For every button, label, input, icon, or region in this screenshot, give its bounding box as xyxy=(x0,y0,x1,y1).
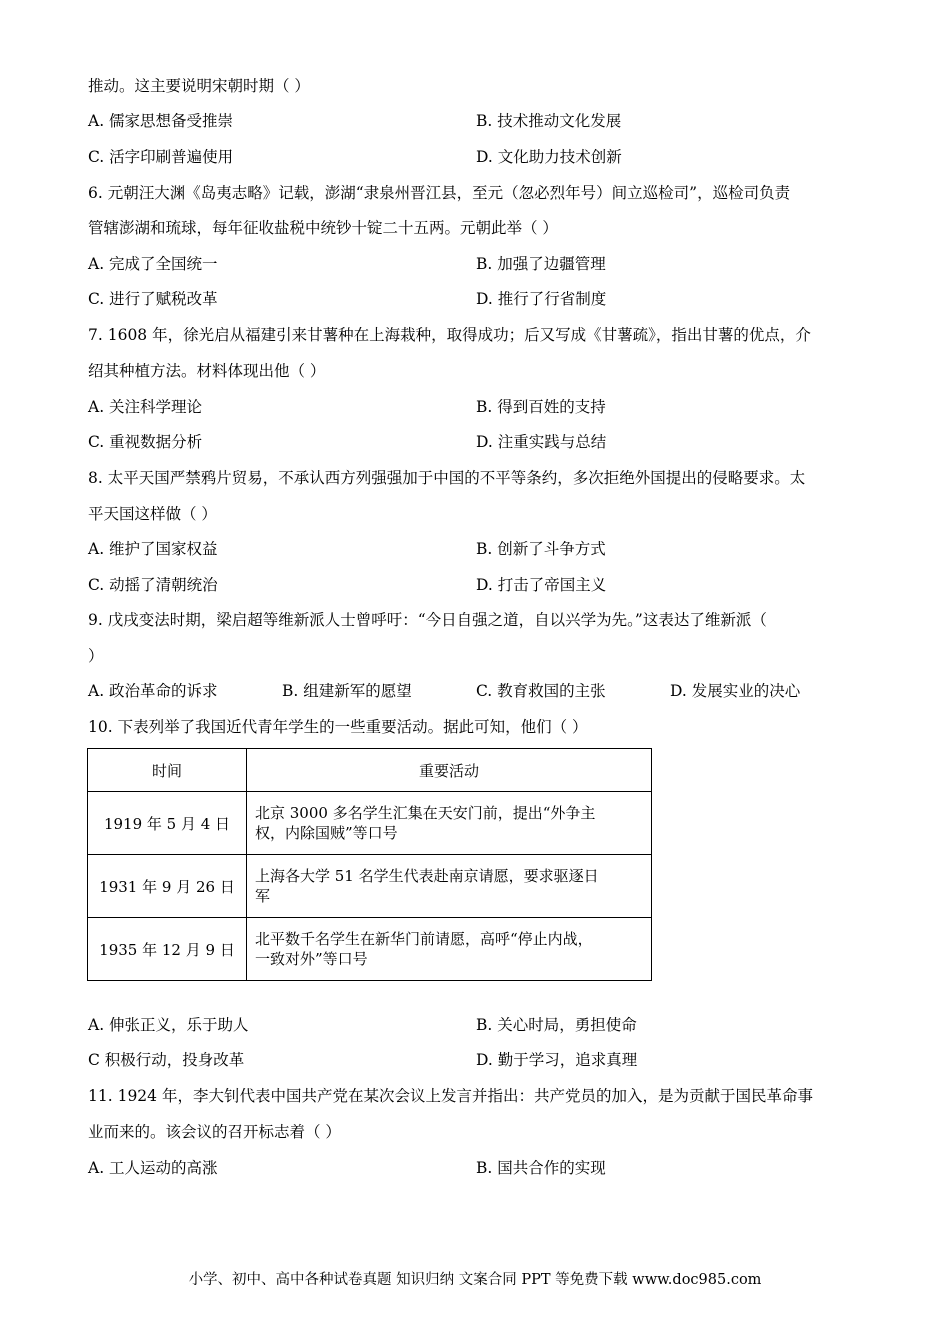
q10-option-d: D. 勤于学习，追求真理 xyxy=(476,1051,638,1069)
q8-option-b: B. 创新了斗争方式 xyxy=(476,540,606,558)
q6-option-a: A. 完成了全国统一 xyxy=(88,255,218,273)
q5-option-a: A. 儒家思想备受推崇 xyxy=(88,112,234,130)
activity-line: 权，内除国贼”等口号 xyxy=(255,824,398,842)
q8-option-c: C. 动摇了清朝统治 xyxy=(88,576,218,594)
q8-option-a: A. 维护了国家权益 xyxy=(88,540,218,558)
history-table xyxy=(87,748,652,981)
q10-option-a: A. 伸张正义，乐于助人 xyxy=(88,1016,249,1034)
q7-option-a: A. 关注科学理论 xyxy=(88,398,203,416)
q9-option-d: D. 发展实业的决心 xyxy=(670,682,801,700)
activity-line: 北平数千名学生在新华门前请愿，高呼“停止内战， xyxy=(255,930,593,948)
table-header-row xyxy=(88,749,652,792)
q9-option-c: C. 教育救国的主张 xyxy=(476,682,606,700)
q5-stem-tail: 推动。这主要说明宋朝时期（ ） xyxy=(88,77,310,95)
q9-option-a: A. 政治革命的诉求 xyxy=(88,682,218,700)
q8-stem-line2: 平天国这样做（ ） xyxy=(88,505,217,523)
activity-line: 上海各大学 51 名学生代表赴南京请愿，要求驱逐日 xyxy=(255,867,599,885)
activity-line: 北京 3000 多名学生汇集在天安门前，提出“外争主 xyxy=(255,804,596,822)
table-row xyxy=(88,855,652,918)
table-row xyxy=(88,918,652,981)
q9-stem-line1: 9. 戊戌变法时期，梁启超等维新派人士曾呼吁：“今日自强之道，自以兴学为先。”这表达了维新派（ xyxy=(88,611,767,629)
table-row xyxy=(88,792,652,855)
table-cell-activity xyxy=(247,792,652,855)
table-cell-time: 1931 年 9 月 26 日 xyxy=(88,855,247,918)
q5-option-d: D. 文化助力技术创新 xyxy=(476,148,622,166)
table-cell-time: 1919 年 5 月 4 日 xyxy=(88,792,247,855)
q10-stem: 10. 下表列举了我国近代青年学生的一些重要活动。据此可知，他们（ ） xyxy=(88,718,588,736)
table-header-time: 时间 xyxy=(88,749,247,792)
q6-stem-line1: 6. 元朝汪大渊《岛夷志略》记载，澎湖“隶泉州晋江县，至元（忽必烈年号）间立巡检司”，巡检司负责 xyxy=(88,184,791,202)
q7-stem-line1: 7. 1608 年，徐光启从福建引来甘薯种在上海栽种，取得成功；后又写成《甘薯疏》，指出甘薯的优点，介 xyxy=(88,326,811,344)
table-cell-activity xyxy=(247,918,652,981)
q11-stem-line2: 业而来的。该会议的召开标志着（ ） xyxy=(88,1123,341,1141)
q5-option-c: C. 活字印刷普遍使用 xyxy=(88,148,234,166)
q6-stem-line2: 管辖澎湖和琉球，每年征收盐税中统钞十锭二十五两。元朝此举（ ） xyxy=(88,219,558,237)
page-footer: 小学、初中、高中各种试卷真题 知识归纳 文案合同 PPT 等免费下载 www.doc985.com xyxy=(188,1272,762,1288)
table-header-activity: 重要活动 xyxy=(247,749,652,792)
q11-option-b: B. 国共合作的实现 xyxy=(476,1159,606,1177)
q7-option-b: B. 得到百姓的支持 xyxy=(476,398,606,416)
q6-option-c: C. 进行了赋税改革 xyxy=(88,290,218,308)
q8-option-d: D. 打击了帝国主义 xyxy=(476,576,607,594)
q11-stem-line1: 11. 1924 年，李大钊代表中国共产党在某次会议上发言并指出：共产党员的加入，是为贡献于国民革命事 xyxy=(88,1087,813,1105)
table-cell-time: 1935 年 12 月 9 日 xyxy=(88,918,247,981)
q7-option-d: D. 注重实践与总结 xyxy=(476,433,607,451)
activity-line: 军 xyxy=(255,887,271,905)
q11-option-a: A. 工人运动的高涨 xyxy=(88,1159,218,1177)
q7-stem-line2: 绍其种植方法。材料体现出他（ ） xyxy=(88,362,326,380)
q8-stem-line1: 8. 太平天国严禁鸦片贸易，不承认西方列强强加于中国的不平等条约，多次拒绝外国提出的侵略要求。太 xyxy=(88,469,806,487)
q10-option-b: B. 关心时局，勇担使命 xyxy=(476,1016,637,1034)
q5-option-b: B. 技术推动文化发展 xyxy=(476,112,622,130)
activity-line: 一致对外”等口号 xyxy=(255,950,368,968)
q6-option-d: D. 推行了行省制度 xyxy=(476,290,607,308)
table-cell-activity xyxy=(247,855,652,918)
q9-option-b: B. 组建新军的愿望 xyxy=(282,682,412,700)
q6-option-b: B. 加强了边疆管理 xyxy=(476,255,606,273)
q10-option-c: C 积极行动，投身改革 xyxy=(88,1051,245,1069)
q7-option-c: C. 重视数据分析 xyxy=(88,433,203,451)
q9-stem-line2: ） xyxy=(88,647,104,665)
